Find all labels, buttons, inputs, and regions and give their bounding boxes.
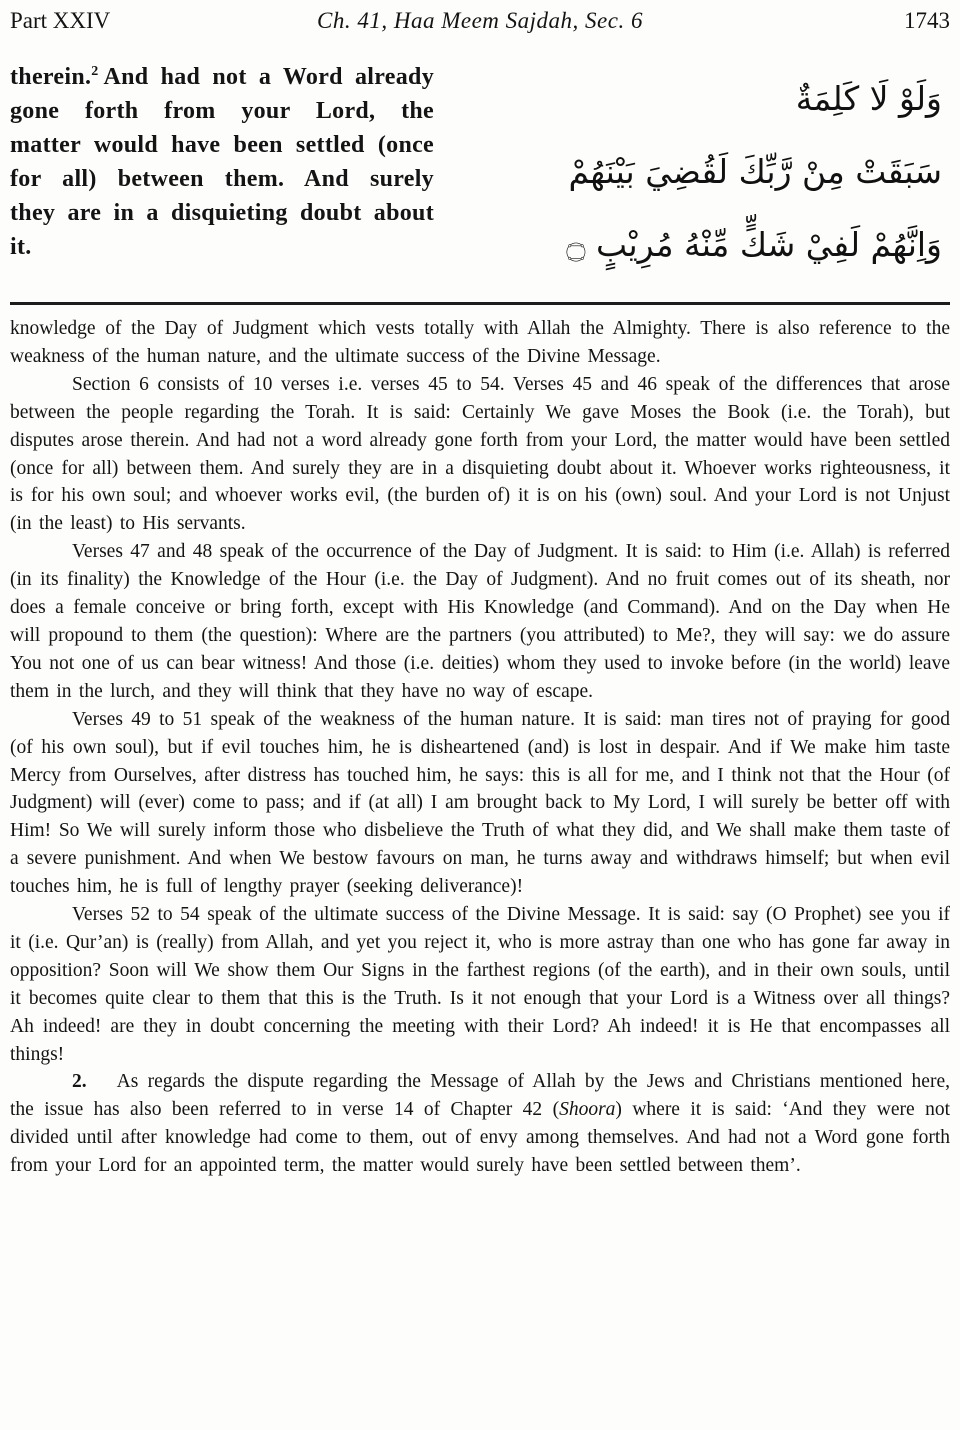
arabic-line-2: سَبَقَتْ مِنْ رَّبِّكَ لَقُضِيَ بَيْنَهُمْ [568,152,942,191]
header-chapter-title: Ch. 41, Haa Meem Sajdah, Sec. 6 [317,8,643,33]
commentary-paragraph-5: Verses 52 to 54 speak of the ultimate success of the Divine Message. It is said: say (O Prophet) see you if it (i.e. Qur’an) is (really) from Allah, and yet you reject it, who is more astray than one who has gone far away in opposition? Soon will We show them Our Signs in the farthest regions (of the earth), and in their own souls, until it becomes quite clear to them that this is the Truth. Is it not enough that your Lord is a Witness over all things? Ah indeed! are they in doubt concerning the meeting with their Lord? Ah indeed! it is He that encompasses all things! [10,904,950,1065]
arabic-line-3: وَاِنَّهُمْ لَفِيْ شَكٍّ مِّنْهُ مُرِيْبٍ ۝ [566,225,942,264]
footnote-chapter-name: Shoora [559,1099,616,1121]
footnote-paragraph [10,1068,950,1180]
verse-translation [10,60,434,288]
arabic-verse [480,60,950,288]
commentary-paragraph-3: Verses 47 and 48 speak of the occurrence of the Day of Judgment. It is said: to Him (i.e. Allah) is referred (in its finality) the Knowledge of the Hour (i.e. the Day of Judgment). And no fruit comes out of its sheath, nor does a female conceive or bring forth, except with His Knowledge (and Command). And on the Day when He will propound to them (the question): Where are the partners (you attributed) to Me?, they will say: we do assure You not one of us can bear witness! And those (i.e. deities) whom they used to invoke before (in the world) leave them in the lurch, and they will think that they have no way of escape. [10,541,950,702]
commentary-paragraph-1: knowledge of the Day of Judgment which vests totally with Allah the Almighty. There is also reference to the weakness of the human nature, and the ultimate success of the Divine Message. [10,318,950,367]
section-divider [10,302,950,305]
verse-section [10,38,950,288]
translation-text-rest: And had not a Word already gone forth from your Lord, the matter would have been settled (once for all) between them. And surely they are in a disquieting doubt about it. [10,64,434,260]
translation-text-start: therein. [10,64,92,90]
footnote-number: 2. [72,1071,87,1093]
footnote-ref: 2 [91,64,99,79]
header-part-label: Part XXIV [10,8,111,33]
page-header [10,6,950,38]
commentary-paragraph-4: Verses 49 to 51 speak of the weakness of the human nature. It is said: man tires not of praying for good (of his own soul), but if evil touches him, he is disheartened (and) is lost in despair. And if We make him taste Mercy from Ourselves, after distress has touched him, he says: this is all for me, and I think not that the Hour (of Judgment) will (ever) come to pass; and if (at all) I am brought back to My Lord, I will surely be better off with Him! So We will surely inform those who disbelieve the Truth of what they did, and We shall make them taste of a severe punishment. And when We bestow favours on man, he turns away and withdraws himself; but when evil touches him, he is full of lengthy prayer (seeking deliverance)! [10,708,950,898]
footnote-text-after: ) where it is said: ‘And they were not divided until after knowledge had come to them, out of envy among themselves. And had not a Word gone forth from your Lord for an appointed term, the matter would surely have been settled between them’. [10,1099,950,1177]
arabic-line-1: وَلَوْ لَا كَلِمَةٌ [795,79,942,118]
header-page-number: 1743 [904,8,950,33]
commentary-section [10,315,950,1180]
commentary-paragraph-2: Section 6 consists of 10 verses i.e. verses 45 to 54. Verses 45 and 46 speak of the differences that arose between the people regarding the Torah. It is said: Certainly We gave Moses the Book (i.e. the Torah), but disputes arose therein. And had not a word already gone forth from your Lord, the matter would have been settled (once for all) between them. And surely they are in a disquieting doubt about it. Whoever works righteousness, it is for his own soul; and whoever works evil, (the burden of) it is on his (own) soul. And your Lord is not Unjust (in the least) to His servants. [10,373,950,535]
footnote-text-before: As regards the dispute regarding the Message of Allah by the Jews and Christians mentioned here, the issue has also been referred to in verse 14 of Chapter 42 ( [10,1071,950,1121]
